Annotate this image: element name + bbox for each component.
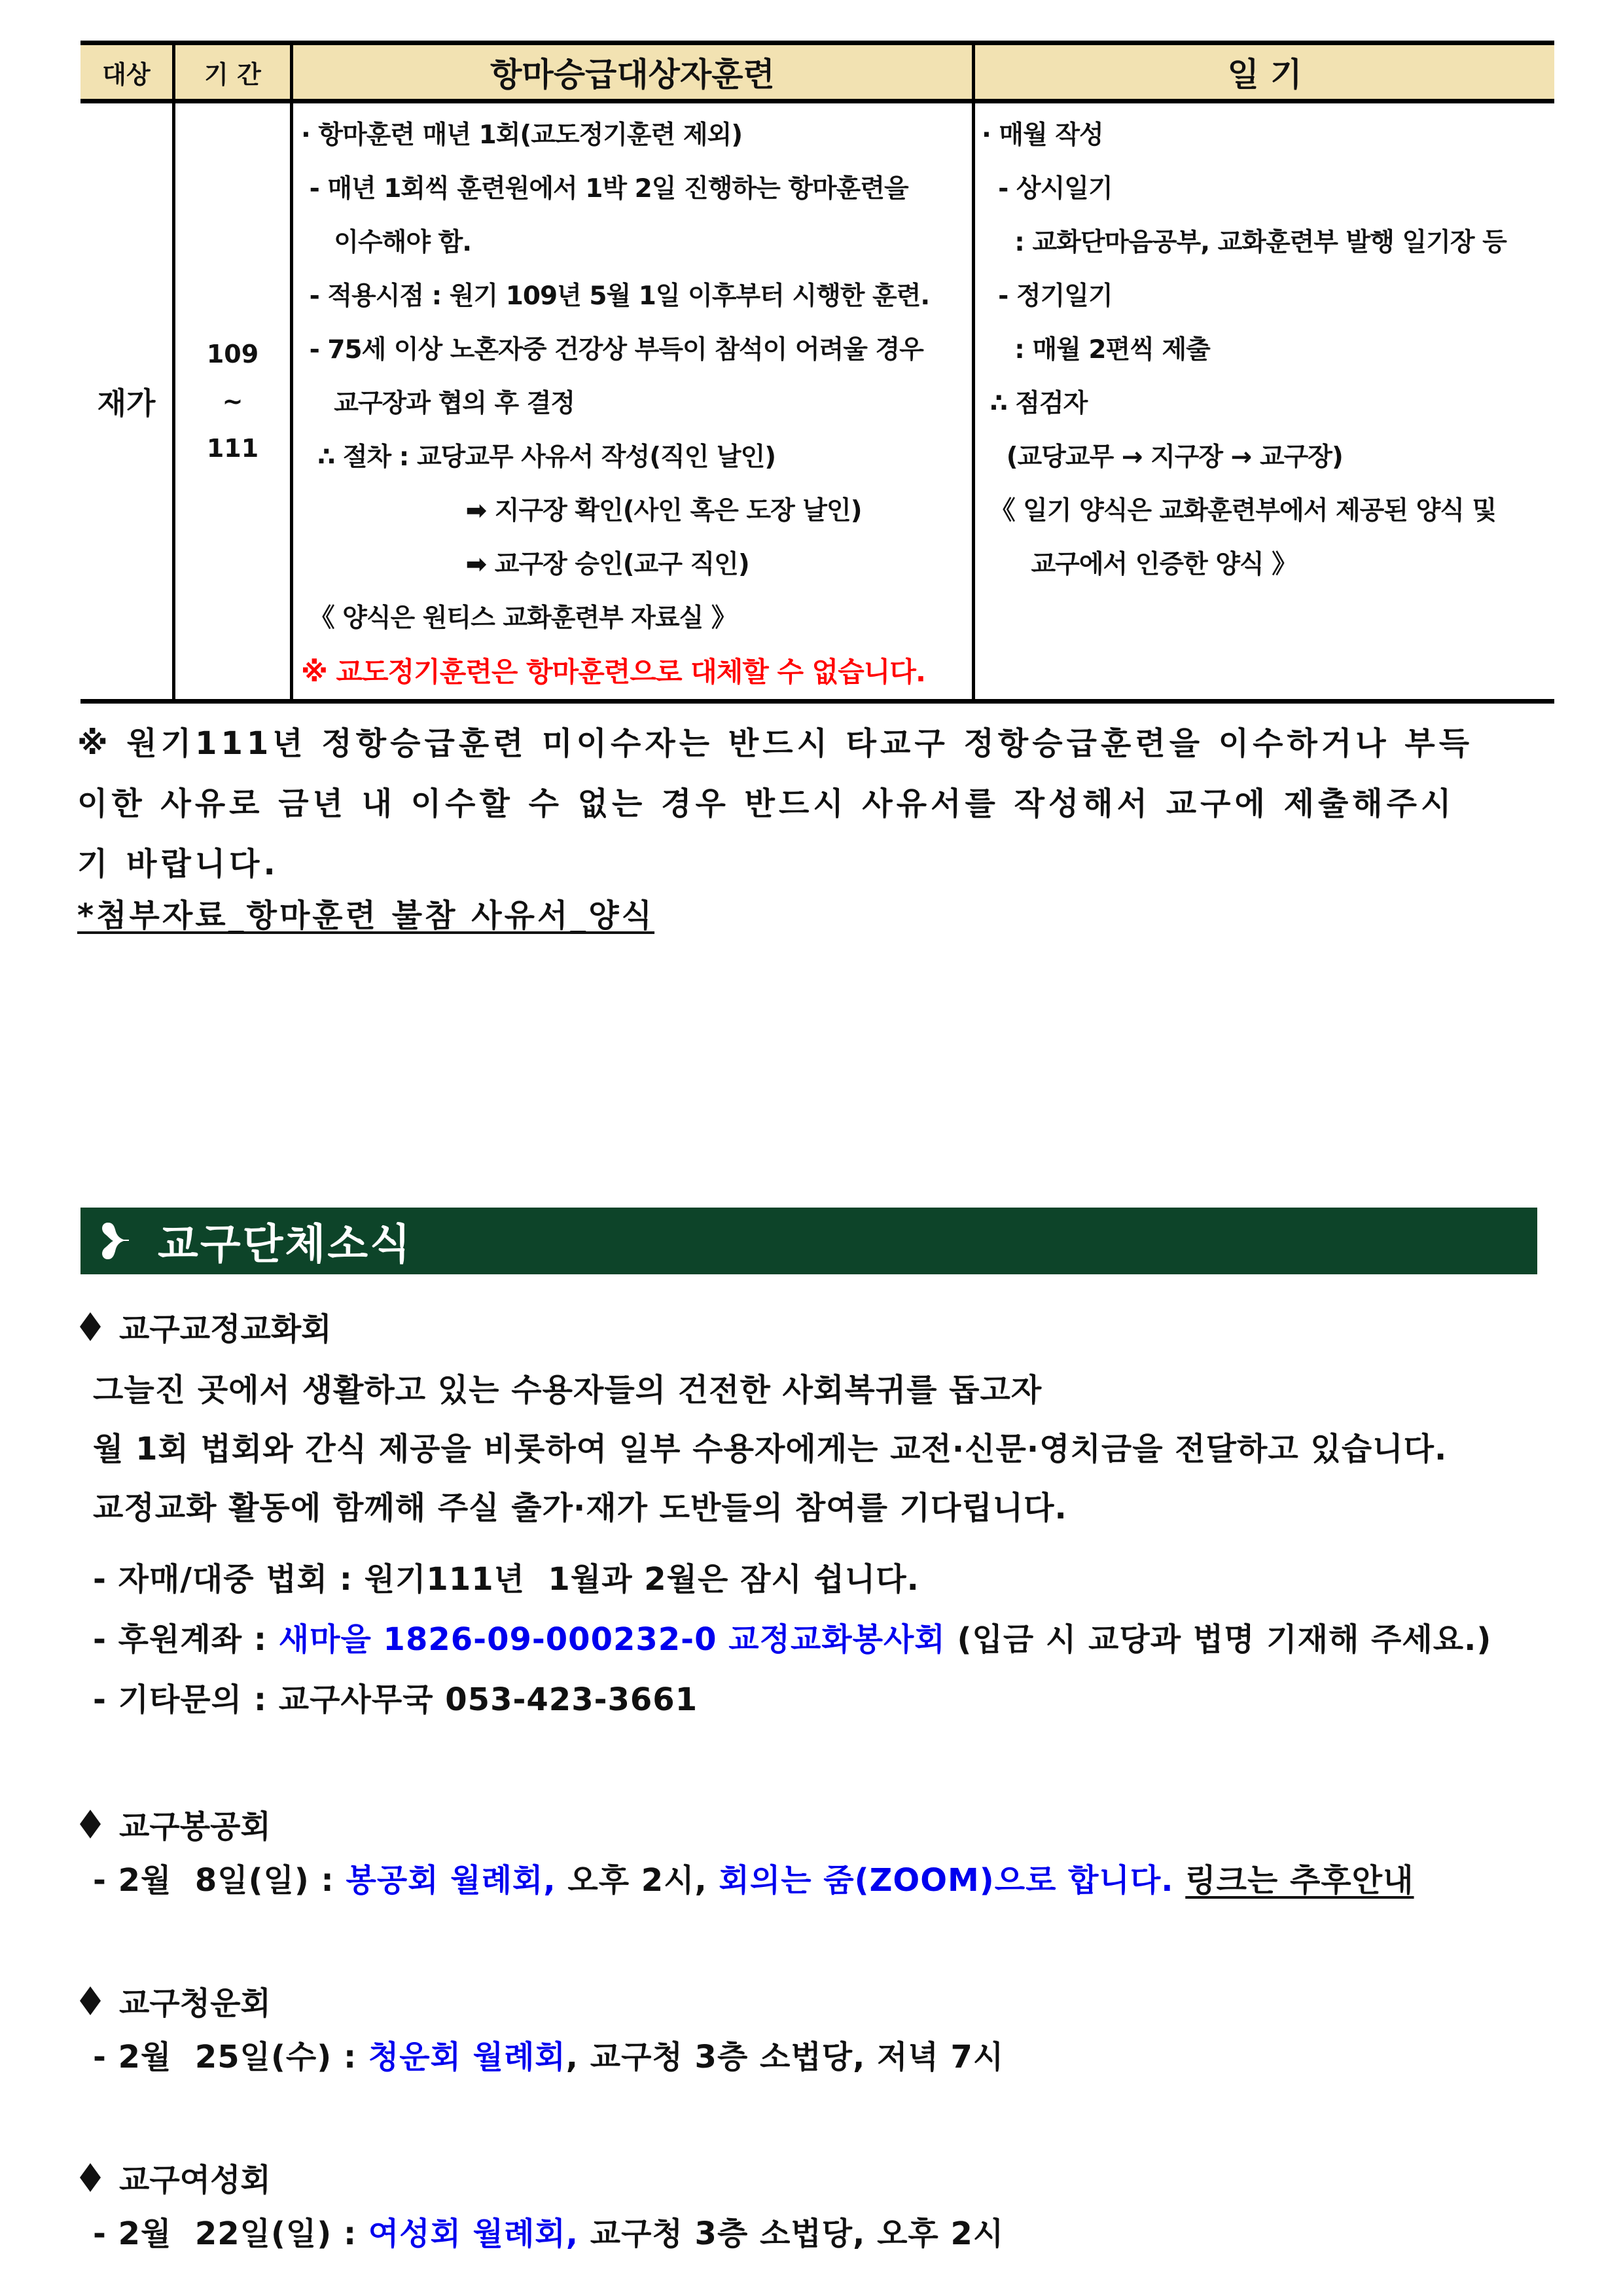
section-heading: [77, 1978, 1004, 2023]
section-women: [77, 2155, 1004, 2264]
header-period: 기 간: [174, 43, 292, 101]
section-title: 교구청운회: [119, 1985, 271, 2022]
contact-item: - 기타문의 : 교구사무국 053-423-3661: [93, 1681, 698, 1718]
paragraph-line: 월 1회 법회와 간식 제공을 비롯하여 일부 수용자에게는 교전·신문·영치금을 전달하고 있습니다.: [93, 1431, 1448, 1467]
attachment-link[interactable]: *첨부자료_항마훈련 불참 사유서_양식: [77, 897, 655, 934]
section-title: 교구교정교화회: [119, 1311, 332, 1348]
event-date: - 2월 22일(일) :: [93, 2215, 368, 2252]
section-heading: [77, 1801, 1414, 1846]
notice-line: ※ 원기111년 정항승급훈련 미이수자는 반드시 타교구 정항승급훈련을 이수하거나 부득: [77, 725, 1474, 762]
diary-line: (교당교무 → 지구장 → 교구장): [982, 442, 1343, 472]
diary-line: : 매월 2편씩 제출: [982, 335, 1210, 365]
event-date: - 2월 25일(수) :: [93, 2039, 368, 2075]
diary-line: ∴ 점검자: [982, 389, 1088, 418]
header-target: 대상: [80, 43, 174, 101]
training-warning: ※ 교도정기훈련은 항마훈련으로 대체할 수 없습니다.: [301, 656, 925, 688]
diary-line: 교구에서 인증한 양식 》: [982, 550, 1297, 579]
diary-line: - 상시일기: [982, 174, 1113, 204]
event-date: - 2월 8일(일) :: [93, 1862, 346, 1899]
account-note: (입금 시 교당과 법명 기재해 주세요.): [945, 1621, 1492, 1658]
cell-target: 재가: [80, 101, 174, 702]
training-line: - 매년 1회씩 훈련원에서 1박 2일 진행하는 항마훈련을: [301, 174, 908, 204]
event-item: [77, 2027, 1004, 2087]
event-item: [77, 2204, 1004, 2264]
header-diary: 일 기: [974, 43, 1555, 101]
cell-training: [292, 101, 974, 702]
diamond-bullet-icon: [80, 1986, 101, 2015]
heart-bullet-icon: [99, 1220, 132, 1262]
table-row: [80, 101, 1554, 702]
event-item: [77, 1850, 1414, 1910]
paragraph-line: 그늘진 곳에서 생활하고 있는 수용자들의 건전한 사회복귀를 돕고자: [93, 1372, 1043, 1408]
training-line: ➡ 지구장 확인(사인 혹은 도장 날인): [301, 496, 862, 526]
account-label: - 후원계좌 :: [93, 1621, 279, 1658]
event-time: 오후 2시,: [556, 1862, 719, 1899]
section-title: 교구여성회: [119, 2162, 271, 2198]
zoom-note: 회의는 줌(ZOOM)으로 합니다.: [719, 1862, 1174, 1899]
event-name: 봉공회 월례회,: [346, 1862, 556, 1899]
section-heading: [77, 2155, 1004, 2200]
paragraph-line: 교정교화 활동에 함께해 주실 출가·재가 도반들의 참여를 기다립니다.: [93, 1490, 1067, 1526]
account-value: 새마을 1826-09-000232-0 교정교화봉사회: [278, 1621, 946, 1658]
header-training: 항마승급대상자훈련: [292, 43, 974, 101]
diamond-bullet-icon: [80, 1312, 101, 1341]
diary-line: 《 일기 양식은 교화훈련부에서 제공된 양식 및: [982, 496, 1497, 526]
period-end: 111: [206, 434, 259, 463]
section-correction: [77, 1304, 1491, 1730]
event-name: 청운회 월례회: [368, 2039, 566, 2075]
notice-line: 이한 사유로 금년 내 이수할 수 없는 경우 반드시 사유서를 작성해서 교구에 제출해주시: [77, 785, 1455, 822]
service-item: - 자매/대중 법회 : 원기111년 1월과 2월은 잠시 쉽니다.: [93, 1561, 919, 1598]
training-line: 이수해야 함.: [301, 228, 472, 257]
event-name: 여성회 월례회,: [368, 2215, 579, 2252]
training-line: ∴ 절차 : 교당교무 사유서 작성(직인 날인): [301, 442, 776, 472]
section-bonggong: [77, 1801, 1414, 1910]
diamond-bullet-icon: [80, 2163, 101, 2192]
diary-line: : 교화단마음공부, 교화훈련부 발행 일기장 등: [982, 228, 1507, 257]
event-detail: 교구청 3층 소법당, 오후 2시: [579, 2215, 1005, 2252]
training-line: · 항마훈련 매년 1회(교도정기훈련 제외): [301, 120, 743, 150]
training-line: ➡ 교구장 승인(교구 직인): [301, 550, 749, 579]
event-detail: , 교구청 3층 소법당, 저녁 7시: [565, 2039, 1005, 2075]
period-sep: ~: [222, 387, 243, 416]
training-line: - 적용시점 : 원기 109년 5월 1일 이후부터 시행한 훈련.: [301, 281, 930, 311]
diary-line: · 매월 작성: [982, 120, 1103, 150]
cell-diary: [974, 101, 1555, 702]
banner-title: 교구단체소식: [158, 1221, 412, 1269]
section-title: 교구봉공회: [119, 1808, 271, 1845]
section-youth: [77, 1978, 1004, 2087]
account-item: [77, 1609, 1491, 1670]
training-table: [80, 41, 1554, 704]
zoom-link-note[interactable]: 링크는 추후안내: [1185, 1862, 1414, 1899]
table-header-row: [80, 43, 1554, 101]
training-line: - 75세 이상 노혼자중 건강상 부득이 참석이 어려울 경우: [301, 335, 923, 365]
diamond-bullet-icon: [80, 1810, 101, 1839]
cell-period: [174, 101, 292, 702]
period-start: 109: [206, 340, 259, 368]
section-heading: [77, 1304, 1491, 1349]
section-banner: [80, 1208, 1537, 1274]
notice-line: 기 바랍니다.: [77, 846, 279, 882]
notice-paragraph: [77, 713, 1546, 894]
training-line: 《 양식은 원티스 교화훈련부 자료실 》: [301, 603, 736, 633]
diary-line: - 정기일기: [982, 281, 1113, 311]
training-line: 교구장과 협의 후 결정: [301, 389, 575, 418]
